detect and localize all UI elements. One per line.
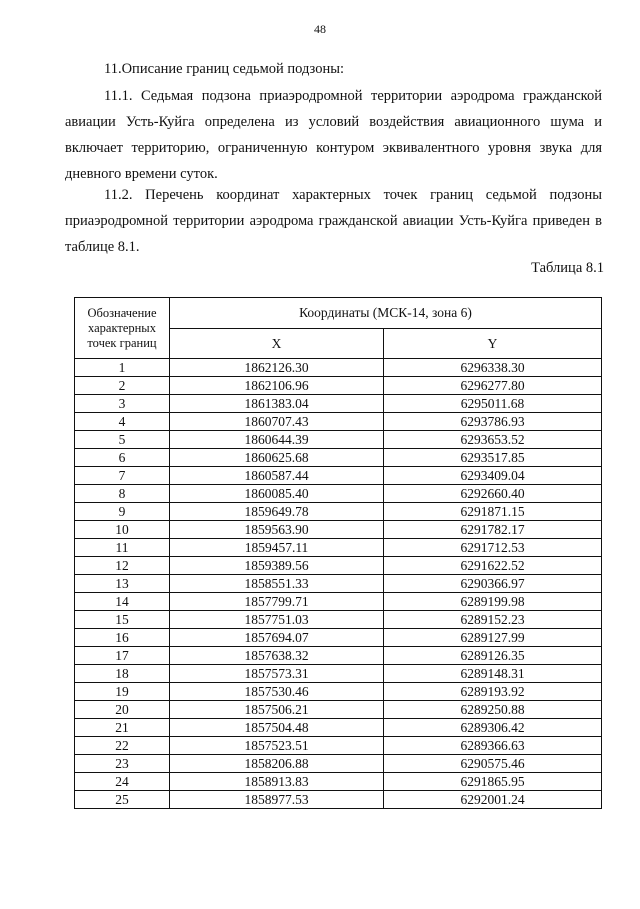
point-number-cell: 21 [75, 719, 170, 737]
header-point-designation: Обозначение характерных точек границ [75, 298, 170, 359]
x-coordinate-cell: 1857523.51 [170, 737, 384, 755]
y-coordinate-cell: 6293409.04 [384, 467, 602, 485]
y-coordinate-cell: 6292660.40 [384, 485, 602, 503]
y-coordinate-cell: 6289193.92 [384, 683, 602, 701]
point-number-cell: 15 [75, 611, 170, 629]
point-number-cell: 17 [75, 647, 170, 665]
point-number-cell: 25 [75, 791, 170, 809]
x-coordinate-cell: 1857573.31 [170, 665, 384, 683]
table-row [75, 521, 602, 539]
x-coordinate-cell: 1857694.07 [170, 629, 384, 647]
x-coordinate-cell: 1857530.46 [170, 683, 384, 701]
table-row [75, 773, 602, 791]
y-coordinate-cell: 6291782.17 [384, 521, 602, 539]
x-coordinate-cell: 1859563.90 [170, 521, 384, 539]
x-coordinate-cell: 1862106.96 [170, 377, 384, 395]
point-number-cell: 3 [75, 395, 170, 413]
point-number-cell: 13 [75, 575, 170, 593]
x-coordinate-cell: 1859389.56 [170, 557, 384, 575]
y-coordinate-cell: 6289306.42 [384, 719, 602, 737]
x-coordinate-cell: 1859649.78 [170, 503, 384, 521]
y-coordinate-cell: 6289148.31 [384, 665, 602, 683]
point-number-cell: 7 [75, 467, 170, 485]
table-row [75, 755, 602, 773]
table-row [75, 719, 602, 737]
y-coordinate-cell: 6289366.63 [384, 737, 602, 755]
table-row [75, 431, 602, 449]
paragraph-11-2: 11.2. Перечень координат характерных точек границ седьмой подзоны приаэродромной территории аэродрома гражданской авиации Усть-Куйга приведен в таблице 8.1. [65, 187, 602, 255]
x-coordinate-cell: 1857751.03 [170, 611, 384, 629]
y-coordinate-cell: 6296277.80 [384, 377, 602, 395]
point-number-cell: 5 [75, 431, 170, 449]
coordinates-table [74, 297, 602, 809]
point-number-cell: 16 [75, 629, 170, 647]
table-row [75, 413, 602, 431]
x-coordinate-cell: 1857504.48 [170, 719, 384, 737]
x-coordinate-cell: 1858551.33 [170, 575, 384, 593]
y-coordinate-cell: 6293653.52 [384, 431, 602, 449]
page-number: 48 [314, 22, 326, 36]
point-number-cell: 18 [75, 665, 170, 683]
y-coordinate-cell: 6289152.23 [384, 611, 602, 629]
table-row [75, 467, 602, 485]
x-coordinate-cell: 1860085.40 [170, 485, 384, 503]
table-row [75, 593, 602, 611]
point-number-cell: 6 [75, 449, 170, 467]
x-coordinate-cell: 1857638.32 [170, 647, 384, 665]
x-coordinate-cell: 1858913.83 [170, 773, 384, 791]
x-coordinate-cell: 1858977.53 [170, 791, 384, 809]
x-coordinate-cell: 1861383.04 [170, 395, 384, 413]
header-coordinates: Координаты (МСК-14, зона 6) [170, 298, 602, 329]
table-row [75, 683, 602, 701]
table-row [75, 665, 602, 683]
point-number-cell: 11 [75, 539, 170, 557]
point-number-cell: 2 [75, 377, 170, 395]
table-row [75, 791, 602, 809]
table-row [75, 647, 602, 665]
point-number-cell: 10 [75, 521, 170, 539]
coordinates-table-body [75, 359, 602, 809]
y-coordinate-cell: 6291622.52 [384, 557, 602, 575]
x-coordinate-cell: 1862126.30 [170, 359, 384, 377]
x-coordinate-cell: 1860587.44 [170, 467, 384, 485]
y-coordinate-cell: 6290575.46 [384, 755, 602, 773]
point-number-cell: 23 [75, 755, 170, 773]
y-coordinate-cell: 6289199.98 [384, 593, 602, 611]
header-x: X [170, 329, 384, 359]
table-row [75, 701, 602, 719]
section-heading: 11.Описание границ седьмой подзоны: [104, 61, 344, 77]
table-row [75, 485, 602, 503]
table-row [75, 737, 602, 755]
paragraph-11-1: 11.1. Седьмая подзона приаэродромной территории аэродрома гражданской авиации Усть-Куйга определена из условий воздействия авиационного шума и включает территорию, ограниченную контуром эквивалентного уровня звука для дневного времени суток. [65, 88, 602, 182]
point-number-cell: 9 [75, 503, 170, 521]
y-coordinate-cell: 6295011.68 [384, 395, 602, 413]
point-number-cell: 12 [75, 557, 170, 575]
x-coordinate-cell: 1857799.71 [170, 593, 384, 611]
table-row [75, 359, 602, 377]
x-coordinate-cell: 1860707.43 [170, 413, 384, 431]
y-coordinate-cell: 6289127.99 [384, 629, 602, 647]
header-y: Y [384, 329, 602, 359]
x-coordinate-cell: 1857506.21 [170, 701, 384, 719]
table-caption: Таблица 8.1 [531, 260, 604, 276]
point-number-cell: 14 [75, 593, 170, 611]
point-number-cell: 1 [75, 359, 170, 377]
point-number-cell: 4 [75, 413, 170, 431]
y-coordinate-cell: 6289126.35 [384, 647, 602, 665]
table-row [75, 629, 602, 647]
point-number-cell: 22 [75, 737, 170, 755]
x-coordinate-cell: 1860625.68 [170, 449, 384, 467]
y-coordinate-cell: 6291712.53 [384, 539, 602, 557]
point-number-cell: 20 [75, 701, 170, 719]
point-number-cell: 8 [75, 485, 170, 503]
table-row [75, 557, 602, 575]
table-row [75, 611, 602, 629]
table-row [75, 395, 602, 413]
table-row [75, 539, 602, 557]
table-row [75, 377, 602, 395]
y-coordinate-cell: 6296338.30 [384, 359, 602, 377]
point-number-cell: 19 [75, 683, 170, 701]
table-row [75, 575, 602, 593]
table-row [75, 449, 602, 467]
y-coordinate-cell: 6291871.15 [384, 503, 602, 521]
point-number-cell: 24 [75, 773, 170, 791]
y-coordinate-cell: 6292001.24 [384, 791, 602, 809]
x-coordinate-cell: 1860644.39 [170, 431, 384, 449]
y-coordinate-cell: 6289250.88 [384, 701, 602, 719]
y-coordinate-cell: 6291865.95 [384, 773, 602, 791]
y-coordinate-cell: 6290366.97 [384, 575, 602, 593]
y-coordinate-cell: 6293786.93 [384, 413, 602, 431]
x-coordinate-cell: 1859457.11 [170, 539, 384, 557]
x-coordinate-cell: 1858206.88 [170, 755, 384, 773]
y-coordinate-cell: 6293517.85 [384, 449, 602, 467]
table-row [75, 503, 602, 521]
